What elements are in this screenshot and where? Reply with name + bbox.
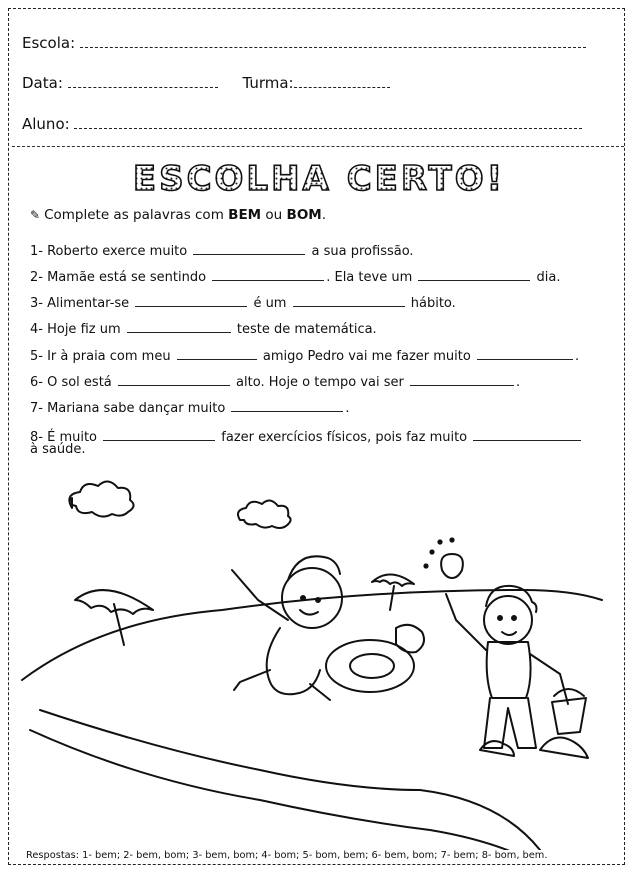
exercise-8	[30, 428, 583, 445]
sea-edge	[40, 710, 540, 850]
exercise-3	[30, 294, 456, 311]
exercise-text: é um	[253, 296, 287, 311]
answer-blank[interactable]	[118, 373, 230, 386]
pencil-icon: ✎	[30, 208, 41, 222]
word-bom: BOM	[286, 207, 322, 223]
school-label: Escola:	[22, 34, 76, 52]
answer-blank[interactable]	[410, 373, 514, 386]
cloud-icon	[238, 500, 291, 528]
student-field	[22, 115, 582, 133]
school-blank[interactable]	[80, 35, 586, 48]
exercise-text: à saúde.	[30, 442, 86, 457]
exercise-text: alto. Hoje o tempo vai ser	[236, 375, 404, 390]
child-head	[484, 596, 532, 644]
date-blank[interactable]	[68, 75, 218, 88]
cloud-icon	[69, 481, 133, 516]
exercise-text: 1- Roberto exerce muito	[30, 244, 188, 259]
class-label: Turma:	[242, 74, 294, 92]
exercise-text: 4- Hoje fiz um	[30, 322, 121, 337]
exercise-text: 2- Mamãe está se sentindo	[30, 270, 207, 285]
exercise-text: 6- O sol está	[30, 375, 112, 390]
exercise-text: .	[516, 375, 521, 390]
answer-blank[interactable]	[193, 242, 305, 255]
exercise-text: 5- Ir à praia com meu	[30, 349, 171, 364]
answer-key: Respostas: 1- bem; 2- bem, bom; 3- bem, bom; 4- bom; 5- bom, bem; 6- bem, bom; 7- bem; 8- bom, bem.	[26, 850, 548, 861]
exercise-5	[30, 347, 579, 364]
exercise-text: .	[345, 401, 350, 416]
exercise-text: fazer exercícios físicos, pois faz muito	[221, 430, 468, 445]
exercise-text: 7- Mariana sabe dançar muito	[30, 401, 226, 416]
umbrella-icon	[372, 574, 414, 586]
title-banner	[114, 156, 524, 200]
shovel-icon	[441, 554, 463, 578]
answer-blank[interactable]	[293, 294, 405, 307]
umbrella-icon	[75, 590, 153, 614]
instruction-connector: ou	[265, 207, 283, 223]
answer-blank[interactable]	[473, 428, 581, 441]
exercise-7	[30, 399, 350, 416]
exercise-8-continued	[30, 442, 85, 457]
answer-blank[interactable]	[212, 268, 324, 281]
exercise-text: .	[574, 349, 580, 364]
exercise-text: amigo Pedro vai me fazer muito	[262, 349, 471, 364]
exercise-text: 8- É muito	[30, 430, 98, 445]
class-blank[interactable]	[294, 75, 390, 88]
exercise-text: hábito.	[410, 296, 456, 311]
answer-blank[interactable]	[418, 268, 530, 281]
date-label: Data:	[22, 74, 63, 92]
answer-blank[interactable]	[177, 347, 257, 360]
exercise-text: teste de matemática.	[236, 322, 377, 337]
instruction-period: .	[321, 207, 327, 223]
exercise-1	[30, 242, 414, 259]
title-text: ESCOLHA CERTO!	[132, 159, 506, 199]
sand-pile-icon	[540, 738, 588, 759]
exercise-2	[30, 268, 560, 285]
school-field	[22, 34, 586, 52]
answer-blank[interactable]	[231, 399, 343, 412]
exercise-text: dia.	[536, 270, 561, 285]
answer-blank[interactable]	[127, 320, 231, 333]
instruction-text: Complete as palavras com	[44, 207, 224, 223]
bucket-icon	[552, 698, 586, 734]
answer-blank[interactable]	[477, 347, 573, 360]
instruction	[30, 207, 326, 223]
exercise-text: a sua profissão.	[311, 244, 414, 259]
exercise-text: . Ela teve um	[326, 270, 413, 285]
student-blank[interactable]	[74, 116, 582, 129]
beach-scene-illustration	[0, 470, 637, 850]
exercise-text: 3- Alimentar-se	[30, 296, 130, 311]
student-label: Aluno:	[22, 115, 70, 133]
answer-blank[interactable]	[103, 428, 215, 441]
exercise-4	[30, 320, 377, 337]
beach-shoreline	[22, 590, 602, 680]
answer-blank[interactable]	[135, 294, 247, 307]
word-bem: BEM	[228, 207, 262, 223]
date-field	[22, 74, 390, 92]
header-separator	[12, 146, 624, 147]
exercise-6	[30, 373, 520, 390]
